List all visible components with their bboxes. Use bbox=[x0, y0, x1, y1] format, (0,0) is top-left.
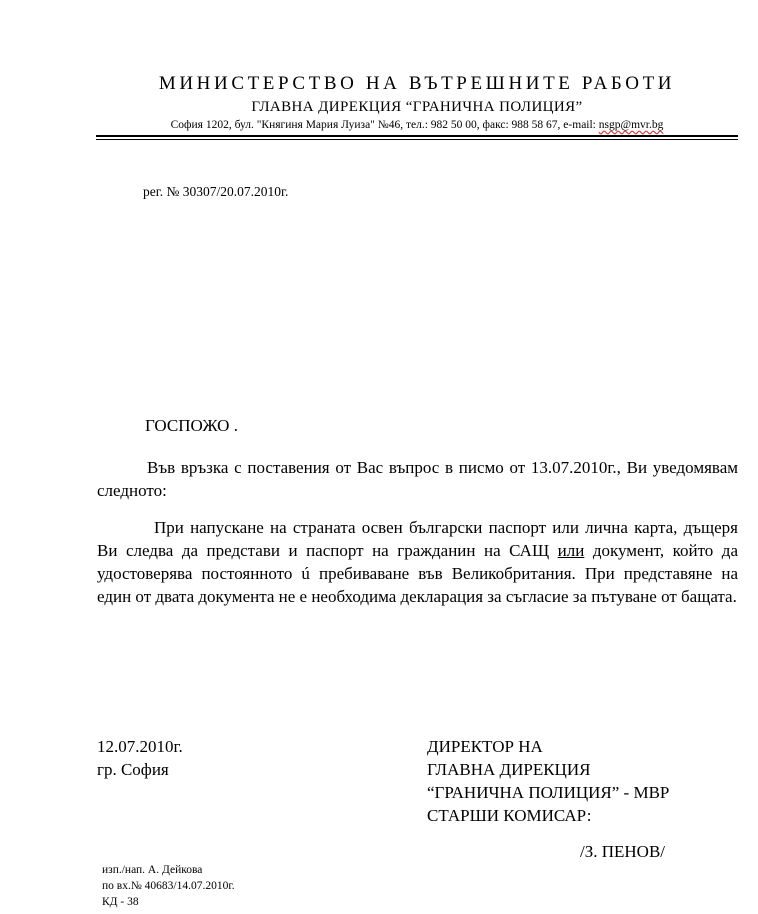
signature-line-1: ДИРЕКТОР НА bbox=[427, 737, 543, 756]
letter-city: гр. София bbox=[97, 760, 169, 779]
directorate-title: ГЛАВНА ДИРЕКЦИЯ “ГРАНИЧНА ПОЛИЦИЯ” bbox=[251, 99, 583, 115]
contacts-line bbox=[0, 119, 758, 131]
header-rule-thin bbox=[96, 139, 738, 140]
paragraph-2-part-1: При напускане на страната освен български паспорт или лична карта, дъщеря Ви следва да представи и паспорт на гражданин на САЩ bbox=[97, 518, 738, 560]
footer-line-1: изп./нап. А. Дейкова bbox=[102, 864, 203, 876]
signature-line-2: ГЛАВНА ДИРЕКЦИЯ bbox=[427, 760, 591, 779]
salutation: ГОСПОЖО . bbox=[145, 416, 238, 435]
date-block bbox=[97, 735, 183, 781]
email-address: nsgp@mvr.bg bbox=[598, 119, 664, 131]
paragraph-2-part-2: документ, който да удостоверява постоянното ú пребиваване във Великобритания. При представяне на един от двата документа не е необходима декларация за съгласие за пътуване от бащата. bbox=[97, 541, 739, 606]
footer-notes bbox=[102, 862, 235, 910]
registration-number: рег. № 30307/20.07.2010г. bbox=[143, 184, 289, 199]
header-rule-thick bbox=[96, 135, 738, 137]
footer-line-2: по вх.№ 40683/14.07.2010г. bbox=[102, 880, 235, 892]
signature-line-4: СТАРШИ КОМИСАР: bbox=[427, 806, 592, 825]
paragraph-1: Във връзка с поставения от Вас въпрос в писмо от 13.07.2010г., Ви уведомявам следното: bbox=[97, 458, 738, 500]
footer-line-3: КД - 38 bbox=[102, 896, 139, 908]
signatory-name: /З. ПЕНОВ/ bbox=[580, 842, 666, 861]
signature-block bbox=[427, 735, 669, 827]
signature-line-3: “ГРАНИЧНА ПОЛИЦИЯ” - МВР bbox=[427, 783, 670, 802]
contacts-address: София 1202, бул. "Княгиня Мария Луиза" №46, тел.: 982 50 00, факс: 988 58 67, e-mail: bbox=[170, 119, 599, 131]
letter-date: 12.07.2010г. bbox=[97, 737, 183, 756]
paragraph-2 bbox=[97, 516, 738, 608]
paragraph-2-underlined-word: или bbox=[557, 541, 585, 560]
ministry-title: МИНИСТЕРСТВО НА ВЪТРЕШНИТЕ РАБОТИ bbox=[158, 73, 676, 94]
